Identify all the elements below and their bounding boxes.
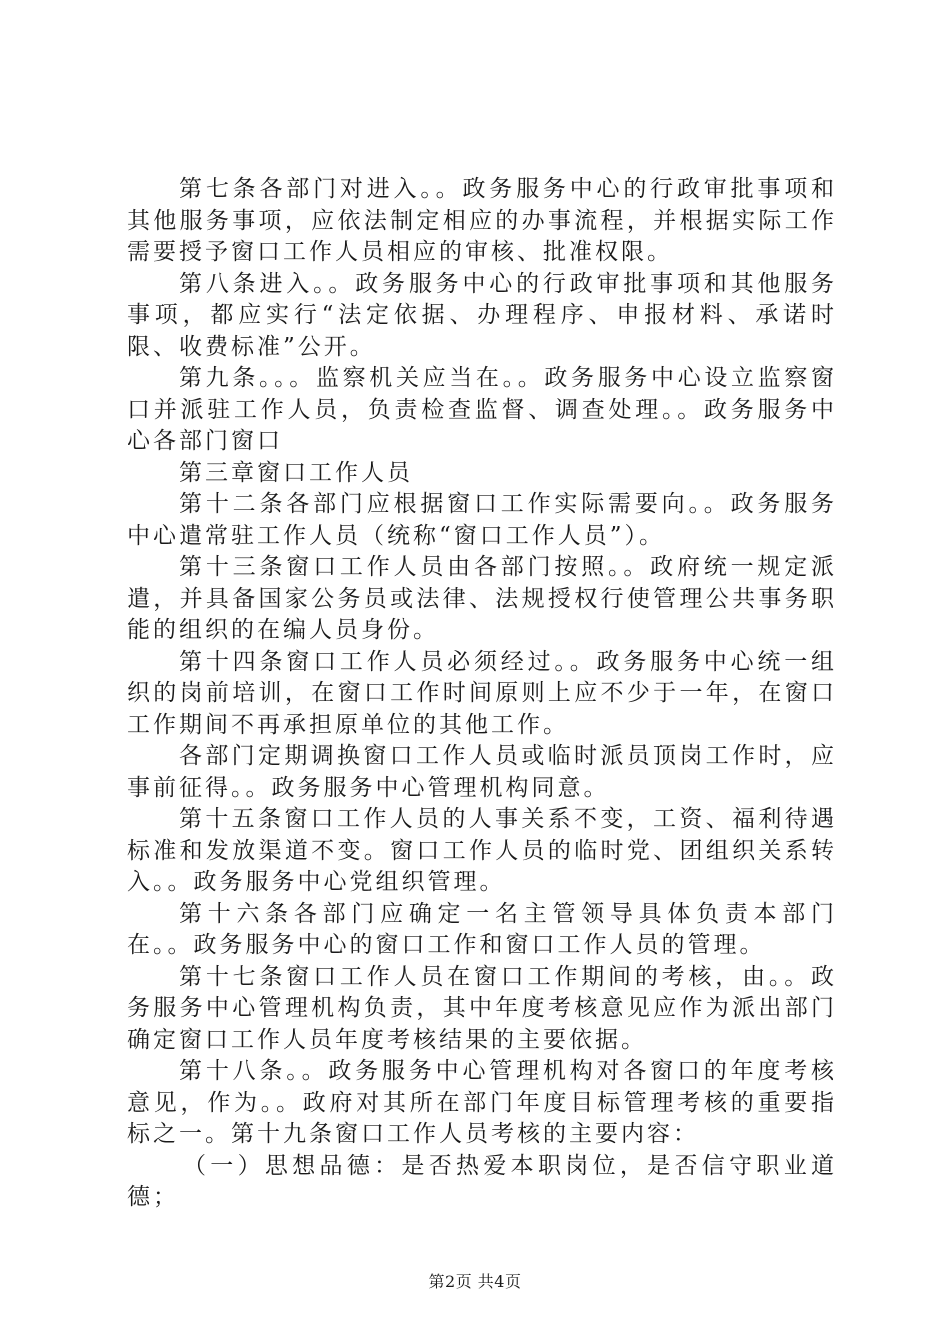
article-14-paragraph: 第十四条窗口工作人员必须经过。。政务服务中心统一组织的岗前培训，在窗口工作时间原则上应不少于一年，在窗口工作期间不再承担原单位的其他工作。	[127, 648, 837, 738]
article-13-paragraph: 第十三条窗口工作人员由各部门按照。。政府统一规定派遣，并具备国家公务员或法律、法规授权行使管理公共事务职能的组织的在编人员身份。	[127, 554, 837, 643]
article-18-19-paragraph: 第十八条。。政务服务中心管理机构对各窗口的年度考核意见，作为。。政府对其所在部门年度目标管理考核的重要指标之一。第十九条窗口工作人员考核的主要内容：	[127, 1058, 837, 1147]
article-12-paragraph: 第十二条各部门应根据窗口工作实际需要向。。政务服务中心遣常驻工作人员（统称“窗口工作人员”）。	[127, 491, 837, 549]
article-9-paragraph: 第九条。。。监察机关应当在。。政务服务中心设立监察窗口并派驻工作人员，负责检查监督、调查处理。。政务服务中心各部门窗口	[127, 365, 837, 454]
article-15-paragraph: 第十五条窗口工作人员的人事关系不变，工资、福利待遇标准和发放渠道不变。窗口工作人员的临时党、团组织关系转入。。政务服务中心党组织管理。	[127, 806, 837, 895]
article-8-paragraph: 第八条进入。。政务服务中心的行政审批事项和其他服务事项，都应实行“法定依据、办理程序、申报材料、承诺时限、收费标准”公开。	[127, 270, 837, 360]
chapter-3-heading: 第三章窗口工作人员	[179, 459, 413, 486]
list-item-ideology: （一）思想品德：是否热爱本职岗位，是否信守职业道德；	[127, 1152, 837, 1210]
document-body	[127, 174, 837, 1214]
page-footer	[0, 1269, 950, 1292]
article-7-paragraph: 第七条各部门对进入。。政务服务中心的行政审批事项和其他服务事项，应依法制定相应的办事流程，并根据实际工作需要授予窗口工作人员相应的审核、批准权限。	[127, 176, 837, 265]
article-16-paragraph: 第十六条各部门应确定一名主管领导具体负责本部门在。。政务服务中心的窗口工作和窗口工作人员的管理。	[127, 900, 837, 958]
page-number-label: 第2页 共4页	[428, 1272, 522, 1291]
article-14-continuation-paragraph: 各部门定期调换窗口工作人员或临时派员顶岗工作时，应事前征得。。政务服务中心管理机构同意。	[127, 743, 837, 801]
article-17-paragraph: 第十七条窗口工作人员在窗口工作期间的考核，由。。政务服务中心管理机构负责，其中年度考核意见应作为派出部门确定窗口工作人员年度考核结果的主要依据。	[127, 963, 837, 1053]
